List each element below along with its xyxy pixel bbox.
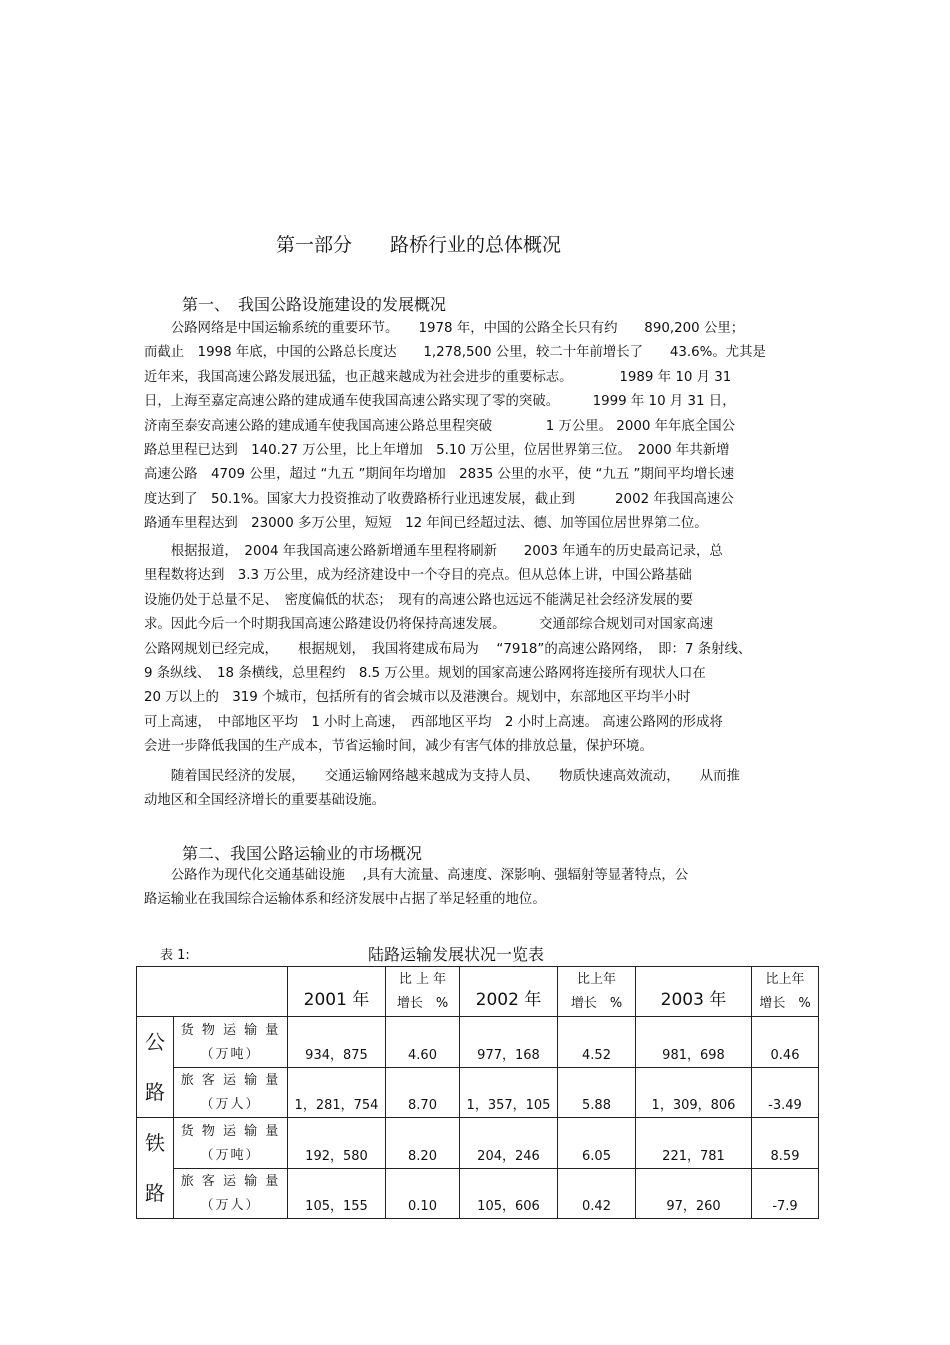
table-title: 陆路运输发展状况一览表 — [368, 945, 545, 964]
metric-cell — [174, 1118, 288, 1169]
text-line: 根据报道， 2004 年我国高速公路新增通车里程将刷新 2003 年通车的历史最高记录，总 — [144, 544, 723, 559]
value-cell: 8.70 — [386, 1067, 460, 1118]
metric-label: 货 物 运 输 量 — [180, 1022, 281, 1038]
value-cell: 97，260 — [636, 1168, 752, 1219]
section1-paragraph-3 — [144, 765, 824, 814]
table-row — [137, 1168, 819, 1219]
year-header: 2001 年 — [288, 967, 386, 1017]
value-cell: 6.05 — [558, 1118, 636, 1169]
year-header: 2003 年 — [636, 967, 752, 1017]
text-line: 公路网规划已经完成， 根据规划， 我国将建成布局为 “7918”的高速公路网络， 即：7 条射线、 — [144, 641, 752, 657]
metric-unit: （万人） — [200, 1198, 261, 1213]
growth-header-line: 比上年 — [576, 972, 616, 987]
table-header-row — [137, 967, 819, 1017]
text-line: 公路网络是中国运输系统的重要环节。 1978 年，中国的公路全长只有约 890,200 公里； — [144, 321, 745, 336]
growth-header-line: 增长 % — [570, 996, 623, 1011]
transport-table — [136, 966, 819, 1219]
growth-header-line: 增长 % — [396, 996, 449, 1011]
section2-paragraph-1 — [144, 864, 824, 913]
mode-char: 路 — [145, 1181, 165, 1205]
header-blank-cell — [137, 967, 288, 1017]
text-line: 路总里程已达到 140.27 万公里，比上年增加 5.10 万公里，位居世界第三位。 2000 年共新增 — [144, 443, 730, 459]
text-line: 会进一步降低我国的生产成本，节省运输时间，减少有害气体的排放总量，保护环境。 — [144, 739, 653, 755]
value-cell: 204，246 — [460, 1118, 558, 1169]
value-cell: 0.10 — [386, 1168, 460, 1219]
section1-heading: 第一、 我国公路设施建设的发展概况 — [182, 295, 447, 314]
value-cell: 221，781 — [636, 1118, 752, 1169]
section1-paragraph-1 — [144, 317, 824, 537]
value-cell: 105，155 — [288, 1168, 386, 1219]
year-header: 2002 年 — [460, 967, 558, 1017]
text-line: 度达到了 50.1%。国家大力投资推动了收费路桥行业迅速发展，截止到 2002 年我国高速公 — [144, 491, 734, 507]
value-cell: 934，875 — [288, 1017, 386, 1068]
text-line: 而截止 1998 年底，中国的公路总长度达 1,278,500 公里，较二十年前增长了 43.6%。尤其是 — [144, 345, 766, 361]
text-line: 公路作为现代化交通基础设施 ,具有大流量、高速度、深影响、强辐射等显著特点，公 — [144, 868, 689, 883]
value-cell: 5.88 — [558, 1067, 636, 1118]
text-line: 随着国民经济的发展， 交通运输网络越来越成为支持人员、 物质快速高效流动， 从而推 — [144, 769, 740, 784]
value-cell: 0.42 — [558, 1168, 636, 1219]
mode-char: 公 — [145, 1030, 165, 1054]
growth-header — [558, 967, 636, 1017]
value-cell: 1，281，754 — [288, 1067, 386, 1118]
value-cell: 4.52 — [558, 1017, 636, 1068]
value-cell: 105，606 — [460, 1168, 558, 1219]
metric-unit: （万吨） — [200, 1147, 261, 1163]
metric-unit: （万吨） — [200, 1046, 261, 1062]
section1-paragraph-2 — [144, 540, 824, 760]
value-cell: 0.46 — [752, 1017, 819, 1068]
section2-heading: 第二、我国公路运输业的市场概况 — [182, 844, 423, 863]
metric-cell — [174, 1168, 288, 1219]
value-cell: 8.59 — [752, 1118, 819, 1169]
metric-label: 旅 客 运 输 量 — [180, 1174, 281, 1189]
text-line: 可上高速， 中部地区平均 1 小时上高速， 西部地区平均 2 小时上高速。 高速公路网的形成将 — [144, 714, 723, 730]
growth-header — [386, 967, 460, 1017]
table-row — [137, 1017, 819, 1068]
text-line: 20 万以上的 319 个城市，包括所有的省会城市以及港澳台。规划中，东部地区平均半小时 — [144, 690, 691, 706]
metric-cell — [174, 1017, 288, 1068]
text-line: 9 条纵线、 18 条横线，总里程约 8.5 万公里。规划的国家高速公路网将连接所有现状人口在 — [144, 666, 706, 682]
metric-unit: （万人） — [200, 1097, 261, 1112]
table-row — [137, 1118, 819, 1169]
value-cell: 192，580 — [288, 1118, 386, 1169]
mode-cell-railway — [137, 1118, 174, 1219]
text-line: 高速公路 4709 公里，超过 “九五 ”期间年均增加 2835 公里的水平，使 “九五 ”期间平均增长速 — [144, 467, 735, 483]
value-cell: 1，309，806 — [636, 1067, 752, 1118]
text-line: 济南至泰安高速公路的建成通车使我国高速公路总里程突破 1 万公里。 2000 年年底全国公 — [144, 418, 735, 434]
growth-header-line: 比 上 年 — [398, 972, 447, 987]
text-line: 动地区和全国经济增长的重要基础设施。 — [144, 793, 386, 809]
text-line: 日，上海至嘉定高速公路的建成通车使我国高速公路实现了零的突破。 1999 年 10 月 31 日， — [144, 394, 736, 410]
growth-header-line: 比上年 — [765, 972, 805, 987]
text-line: 路运输业在我国综合运输体系和经济发展中占据了举足轻重的地位。 — [144, 892, 546, 908]
value-cell: 981，698 — [636, 1017, 752, 1068]
metric-cell — [174, 1067, 288, 1118]
value-cell: -3.49 — [752, 1067, 819, 1118]
value-cell: -7.9 — [752, 1168, 819, 1219]
table-label: 表 1: — [160, 948, 190, 963]
value-cell: 977，168 — [460, 1017, 558, 1068]
mode-char: 铁 — [145, 1131, 165, 1155]
value-cell: 4.60 — [386, 1017, 460, 1068]
table-row — [137, 1067, 819, 1118]
growth-header — [752, 967, 819, 1017]
text-line: 求。因此今后一个时期我国高速公路建设仍将保持高速发展。 交通部综合规划司对国家高速 — [144, 617, 714, 633]
value-cell: 8.20 — [386, 1118, 460, 1169]
text-line: 近年来，我国高速公路发展迅猛，也正越来越成为社会进步的重要标志。 1989 年 10 月 31 — [144, 369, 732, 385]
text-line: 路通车里程达到 23000 多万公里，短短 12 年间已经超过法、德、加等国位居世界第二位。 — [144, 516, 708, 532]
metric-label: 货 物 运 输 量 — [180, 1123, 281, 1139]
text-line: 里程数将达到 3.3 万公里，成为经济建设中一个夺目的亮点。但从总体上讲，中国公路基础 — [144, 568, 692, 584]
growth-header-line: 增长 % — [759, 996, 811, 1011]
metric-label: 旅 客 运 输 量 — [180, 1073, 281, 1088]
mode-cell-highway — [137, 1017, 174, 1118]
page-title: 第一部分 路桥行业的总体概况 — [276, 234, 562, 256]
value-cell: 1，357，105 — [460, 1067, 558, 1118]
mode-char: 路 — [145, 1080, 165, 1104]
text-line: 设施仍处于总量不足、 密度偏低的状态； 现有的高速公路也远远不能满足社会经济发展的要 — [144, 592, 694, 608]
